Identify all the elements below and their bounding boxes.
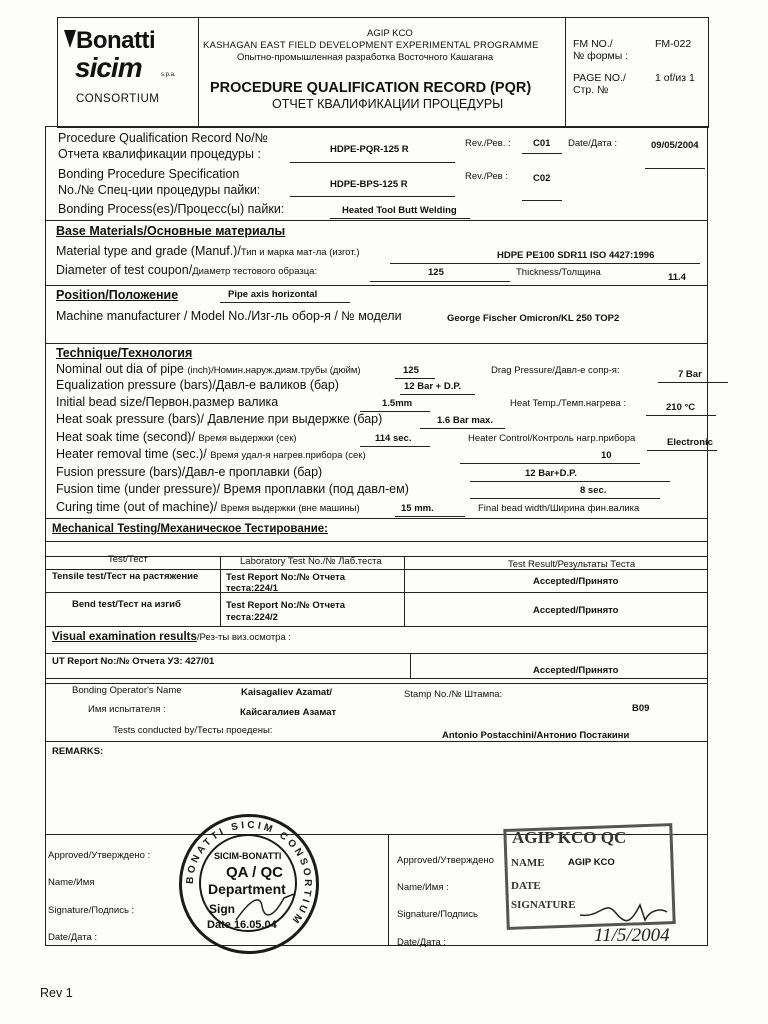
hand-date: 11/5/2004 bbox=[594, 925, 670, 946]
logo-text-2: sicim bbox=[75, 52, 142, 83]
technique-label: Heater removal time (sec.)/ Время удал-я нагрев.прибора (сек) bbox=[56, 447, 366, 461]
material-value: HDPE PE100 SDR11 ISO 4427:1996 bbox=[497, 250, 655, 261]
technique-right-label: Heat Temp./Темп.нагрева : bbox=[510, 398, 626, 409]
technique-right-value: Electronic bbox=[667, 437, 713, 448]
page-label-ru: Стр. № bbox=[573, 84, 609, 96]
diameter-value: 125 bbox=[428, 267, 444, 278]
technique-right-value: 210 °C bbox=[666, 402, 696, 413]
visual-heading: Visual examination results/Рез-ты виз.осмотра : bbox=[52, 631, 292, 643]
technique-label: Equalization pressure (bars)/Давл-е валиков (бар) bbox=[56, 378, 339, 392]
fm-label-ru: № формы : bbox=[573, 50, 629, 62]
bend-lab: Test Report No:/№ Отчета bbox=[226, 600, 346, 611]
machine-value: George Fischer Omicron/KL 250 TOP2 bbox=[447, 313, 620, 324]
pqr-value: HDPE-PQR-125 R bbox=[330, 144, 409, 155]
stamp-line2: Department bbox=[208, 881, 286, 897]
stamp-value: B09 bbox=[632, 703, 650, 714]
thickness-label: Thickness/Толщина bbox=[516, 267, 601, 278]
technique-label: Initial bead size/Первон.размер валика bbox=[56, 395, 279, 409]
machine-label: Machine manufacturer / Model No./Изг-ль обор-я / № модели bbox=[56, 309, 402, 323]
base-materials-heading: Base Materials/Основные материалы bbox=[56, 224, 286, 238]
thickness-value: 11.4 bbox=[668, 272, 686, 283]
col-lab: Laboratory Test No./№ Лаб.теста bbox=[240, 556, 382, 567]
svg-text:BONATTI SICIM CONSORTIUM: BONATTI SICIM CONSORTIUM bbox=[184, 819, 314, 928]
bps-label: Bonding Procedure Specification bbox=[58, 167, 240, 181]
signature-right: Signature/Подпись bbox=[397, 909, 478, 920]
stamp-inner-top: SICIM-BONATTI bbox=[214, 851, 282, 861]
company-name: AGIP KCO bbox=[367, 28, 413, 39]
stamp-date: Date 16.05.04 bbox=[207, 919, 277, 931]
diameter-label: Diameter of test coupon/Диаметр тестового образца: bbox=[56, 263, 318, 277]
agip-stamp-sig-label: SIGNATURE bbox=[511, 899, 576, 911]
ut-result: Accepted/Принято bbox=[533, 665, 619, 676]
technique-value: 12 Bar + D.P. bbox=[404, 381, 462, 392]
technique-value: 10 bbox=[601, 450, 612, 461]
material-label: Material type and grade (Manuf.)/Тип и марка мат-ла (изгот.) bbox=[56, 244, 360, 258]
technique-value: 114 sec. bbox=[375, 433, 412, 444]
technique-value: 125 bbox=[403, 365, 419, 376]
remarks-label: REMARKS: bbox=[52, 746, 104, 757]
technique-right-value: 7 Bar bbox=[678, 369, 702, 380]
technique-value: 12 Bar+D.P. bbox=[525, 468, 577, 479]
conducted-label: Tests conducted by/Тесты проедены: bbox=[113, 725, 273, 736]
agip-stamp-title: AGIP KCO QC bbox=[512, 828, 627, 847]
mechanical-heading: Mechanical Testing/Механическое Тестирование: bbox=[52, 523, 328, 535]
rev2-label: Rev./Рев : bbox=[465, 171, 508, 182]
approved-left: Approved/Утверждено : bbox=[48, 850, 151, 861]
programme-title-ru: Опытно-промышленная разработка Восточного Кашагана bbox=[237, 52, 494, 63]
page-title: PROCEDURE QUALIFICATION RECORD (PQR) bbox=[210, 80, 532, 96]
stamp-label: Stamp No./№ Штампа: bbox=[404, 689, 503, 700]
logo-text-1: Bonatti bbox=[76, 27, 156, 54]
rev-label: Rev./Рев. : bbox=[465, 138, 511, 149]
page-label: PAGE NO./ bbox=[573, 72, 626, 84]
technique-label: Heat soak pressure (bars)/ Давление при выдержке (бар) bbox=[56, 412, 383, 426]
rev-value: C01 bbox=[533, 138, 551, 149]
bend-test: Bend test/Тест на изгиб bbox=[72, 599, 181, 610]
logo-consortium: CONSORTIUM bbox=[76, 93, 160, 105]
process-label: Bonding Process(es)/Процесс(ы) пайки: bbox=[58, 202, 285, 216]
technique-label: Curing time (out of machine)/ Время выдержки (вне машины) bbox=[56, 500, 360, 514]
technique-label: Fusion pressure (bars)/Давл-е проплавки (бар) bbox=[56, 465, 323, 479]
technique-value: 1.5mm bbox=[382, 398, 413, 409]
technique-value: 1.6 Bar max. bbox=[437, 415, 493, 426]
date-left: Date/Дата : bbox=[48, 932, 98, 943]
stamp-line1: QA / QC bbox=[226, 864, 283, 881]
col-result: Test Result/Результаты Теста bbox=[508, 559, 636, 570]
bend-lab-2: теста:224/2 bbox=[226, 612, 278, 623]
signature-left: Signature/Подпись : bbox=[48, 905, 135, 916]
technique-right-label: Drag Pressure/Давл-е сопр-я: bbox=[491, 365, 620, 376]
logo-spa: s.p.a. bbox=[161, 72, 176, 78]
operator-label: Bonding Operator's Name bbox=[72, 685, 182, 696]
technique-right-label: Heater Control/Контроль нагр.прибора bbox=[468, 433, 636, 444]
position-heading: Position/Положение bbox=[56, 288, 179, 302]
technique-label: Fusion time (under pressure)/ Время проплавки (под давл-ем) bbox=[56, 482, 409, 496]
col-test: Test/Тест bbox=[108, 554, 148, 565]
agip-stamp-name-value: AGIP KCO bbox=[568, 857, 615, 868]
technique-heading: Technique/Технология bbox=[56, 346, 193, 360]
agip-stamp-name-label: NAME bbox=[511, 857, 545, 869]
tensile-result: Accepted/Принято bbox=[533, 576, 619, 587]
logo-mark-icon bbox=[64, 30, 76, 48]
signature-right-icon bbox=[575, 890, 670, 930]
stamp-sign: Sign bbox=[209, 902, 235, 916]
agip-stamp-date-label: DATE bbox=[511, 880, 541, 892]
pqr-label-ru: Отчета квалификации процедуры : bbox=[58, 147, 261, 161]
approved-right: Approved/Утверждено bbox=[397, 855, 494, 866]
date-value: 09/05/2004 bbox=[651, 140, 699, 151]
technique-label: Nominal out dia of pipe (inch)/Номин.наруж.диам.трубы (дюйм) bbox=[56, 362, 361, 376]
operator-label-ru: Имя испытателя : bbox=[88, 704, 166, 715]
footer-rev: Rev 1 bbox=[40, 986, 73, 1000]
technique-value: 15 mm. bbox=[401, 503, 434, 514]
operator-name-ru: Кайсагалиев Азамат bbox=[240, 707, 337, 718]
bend-result: Accepted/Принято bbox=[533, 605, 619, 616]
pqr-label: Procedure Qualification Record No/№ bbox=[58, 131, 269, 145]
ut-report: UT Report No:/№ Отчета УЗ: 427/01 bbox=[52, 656, 215, 667]
technique-label: Heat soak time (second)/ Время выдержки (сек) bbox=[56, 430, 297, 444]
fm-label: FM NO./ bbox=[573, 38, 613, 50]
operator-name: Kaisagaliev Azamat/ bbox=[241, 687, 332, 698]
process-value: Heated Tool Butt Welding bbox=[342, 205, 457, 216]
technique-value: 8 sec. bbox=[580, 485, 607, 496]
name-left: Name/Имя bbox=[48, 877, 95, 888]
page-value: 1 of/из 1 bbox=[655, 72, 695, 84]
position-value: Pipe axis horizontal bbox=[228, 289, 318, 300]
technique-right-label: Final bead width/Ширина фин.валика bbox=[478, 503, 640, 514]
name-right: Name/Имя : bbox=[397, 882, 449, 893]
rev2-value: C02 bbox=[533, 173, 551, 184]
conducted-value: Antonio Postacchini/Антонио Постакини bbox=[442, 730, 630, 741]
date-right: Date/Дата : bbox=[397, 937, 447, 948]
tensile-lab-2: теста:224/1 bbox=[226, 583, 278, 594]
tensile-lab: Test Report No:/№ Отчета bbox=[226, 572, 346, 583]
signature-left-icon bbox=[232, 890, 302, 926]
page-title-ru: ОТЧЕТ КВАЛИФИКАЦИИ ПРОЦЕДУРЫ bbox=[272, 97, 504, 111]
tensile-test: Tensile test/Тест на растяжение bbox=[52, 571, 199, 582]
bps-value: HDPE-BPS-125 R bbox=[330, 179, 408, 190]
bps-label-ru: No./№ Спец-ции процедуры пайки: bbox=[58, 183, 261, 197]
fm-value: FM-022 bbox=[655, 38, 692, 50]
date-label: Date/Дата : bbox=[568, 138, 618, 149]
programme-title: KASHAGAN EAST FIELD DEVELOPMENT EXPERIMENTAL PROGRAMME bbox=[203, 40, 539, 51]
